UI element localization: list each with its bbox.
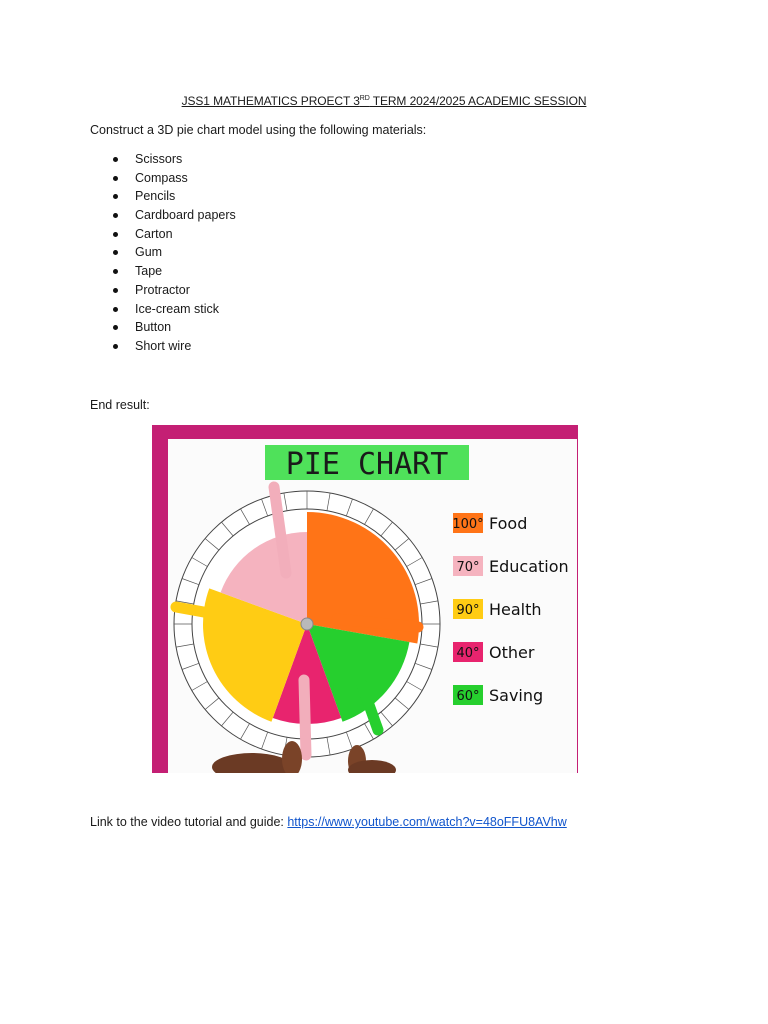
list-item: Carton xyxy=(112,225,236,244)
end-result-label: End result: xyxy=(90,398,150,412)
list-item: Cardboard papers xyxy=(112,206,236,225)
legend-label: Food xyxy=(489,514,528,533)
legend-label: Education xyxy=(489,557,569,576)
legend-value: 100° xyxy=(452,517,484,532)
video-link-label: Link to the video tutorial and guide: xyxy=(90,815,288,829)
legend-value: 70° xyxy=(456,560,480,575)
ice-cream-stick xyxy=(304,680,306,755)
list-item: Compass xyxy=(112,169,236,188)
list-item: Gum xyxy=(112,243,236,262)
list-item: Short wire xyxy=(112,337,236,356)
pie-chart-photo xyxy=(152,425,578,773)
center-button xyxy=(301,618,313,630)
materials-list xyxy=(112,150,236,356)
document-title: JSS1 MATHEMATICS PROECT 3RD TERM 2024/2025 ACADEMIC SESSION xyxy=(181,94,587,108)
legend-value: 90° xyxy=(456,603,480,618)
intro-text: Construct a 3D pie chart model using the following materials: xyxy=(90,123,427,137)
video-link-line xyxy=(90,815,567,829)
legend-label: Health xyxy=(489,600,542,619)
legend-value: 40° xyxy=(456,646,480,661)
list-item: Protractor xyxy=(112,281,236,300)
list-item: Pencils xyxy=(112,187,236,206)
list-item: Ice-cream stick xyxy=(112,300,236,319)
list-item: Scissors xyxy=(112,150,236,169)
pie-chart-model-illustration xyxy=(152,425,578,773)
legend-value: 60° xyxy=(456,689,480,704)
list-item: Button xyxy=(112,318,236,337)
video-link[interactable]: https://www.youtube.com/watch?v=48oFFU8AVhw xyxy=(287,815,567,829)
list-item: Tape xyxy=(112,262,236,281)
poster-title: PIE CHART xyxy=(285,447,449,482)
legend-label: Other xyxy=(489,643,535,662)
legend-label: Saving xyxy=(489,686,544,705)
